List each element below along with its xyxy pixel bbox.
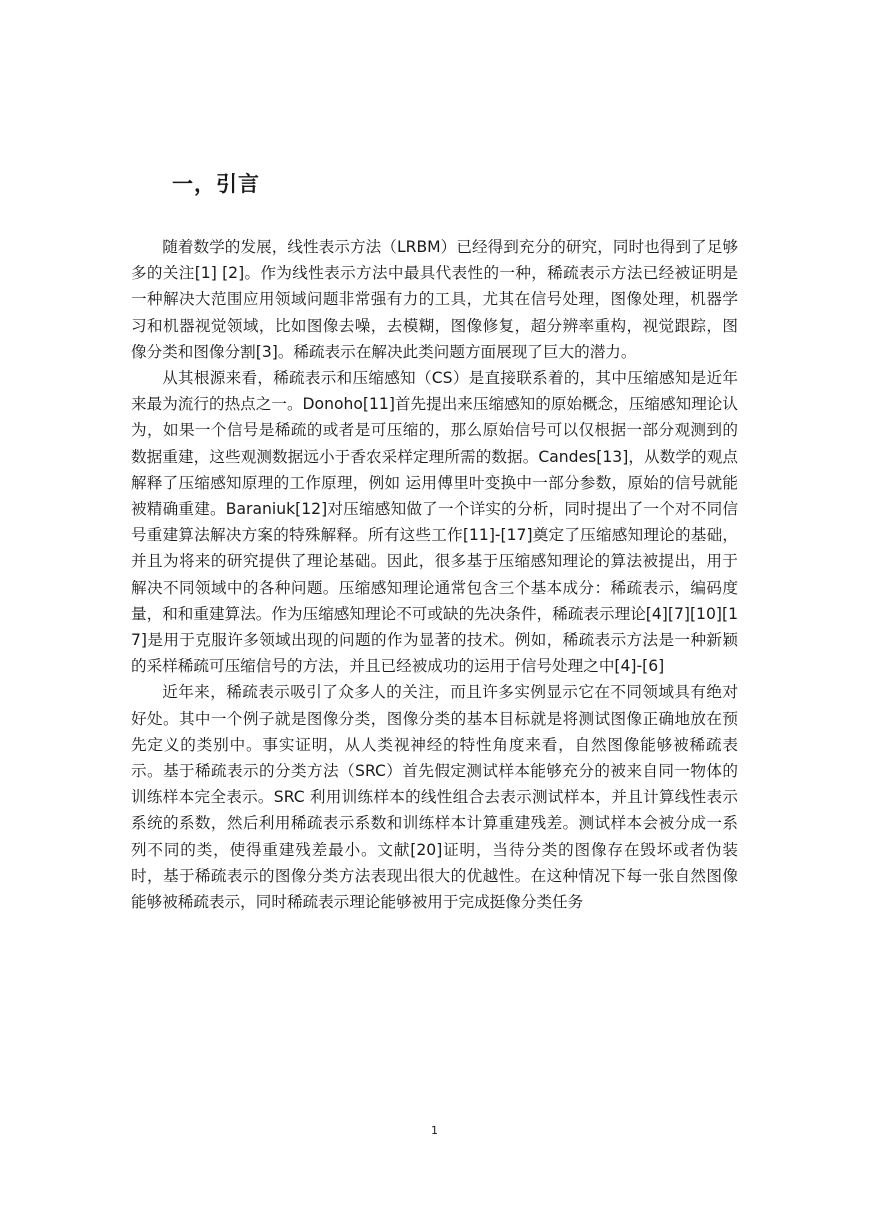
page-number: 1: [431, 1124, 438, 1137]
paragraph-2: 从其根源来看，稀疏表示和压缩感知（CS）是直接联系着的，其中压缩感知是近年来最为流行的热点之一。Donoho[11]首先提出来压缩感知的原始概念，压缩感知理论认为，如果一个信号是稀疏的或者是可压缩的，那么原始信号可以仅根据一部分观测到的数据重建，这些观测数据远小于香农采样定理所需的数据。Candes[13]，从数学的观点解释了压缩感知原理的工作原理，例如 运用傅里叶变换中一部分参数，原始的信号就能被精确重建。Baraniuk[12]对压缩感知做了一个详实的分析，同时提出了一个对不同信号重建算法解决方案的特殊解释。所有这些工作[11]-[17]奠定了压缩感知理论的基础，并且为将来的研究提供了理论基础。因此，很多基于压缩感知理论的算法被提出，用于解决不同领域中的各种问题。压缩感知理论通常包含三个基本成分：稀疏表示，编码度量，和和重建算法。作为压缩感知理论不可或缺的先决条件，稀疏表示理论[4][7][10][17]是用于克服许多领域出现的问题的作为显著的技术。例如，稀疏表示方法是一种新颖的采样稀疏可压缩信号的方法，并且已经被成功的运用于信号处理之中[4]-[6]: [131, 369, 738, 676]
section-heading: 一，引言: [172, 172, 260, 196]
paragraph-3: 近年来，稀疏表示吸引了众多人的关注，而且许多实例显示它在不同领域具有绝对好处。其中一个例子就是图像分类，图像分类的基本目标就是将测试图像正确地放在预先定义的类别中。事实证明，从人类视神经的特性角度来看，自然图像能够被稀疏表示。基于稀疏表示的分类方法（SRC）首先假定测试样本能够充分的被来自同一物体的训练样本完全表示。SRC 利用训练样本的线性组合去表示测试样本，并且计算线性表示系统的系数，然后利用稀疏表示系数和训练样本计算重建残差。测试样本会被分成一系列不同的类，使得重建残差最小。文献[20]证明，当待分类的图像存在毁坏或者伪装时，基于稀疏表示的图像分类方法表现出很大的优越性。在这种情况下每一张自然图像能够被稀疏表示，同时稀疏表示理论能够被用于完成挺像分类任务: [131, 683, 738, 912]
body-text: [131, 234, 738, 915]
paragraph-1: 随着数学的发展，线性表示方法（LRBM）已经得到充分的研究，同时也得到了足够多的关注[1] [2]。作为线性表示方法中最具代表性的一种，稀疏表示方法已经被证明是一种解决大范围应用领域问题非常强有力的工具，尤其在信号处理，图像处理，机器学习和机器视觉领域，比如图像去噪，去模糊，图像修复，超分辨率重构，视觉跟踪，图像分类和图像分割[3]。稀疏表示在解决此类问题方面展现了巨大的潜力。: [131, 238, 738, 361]
